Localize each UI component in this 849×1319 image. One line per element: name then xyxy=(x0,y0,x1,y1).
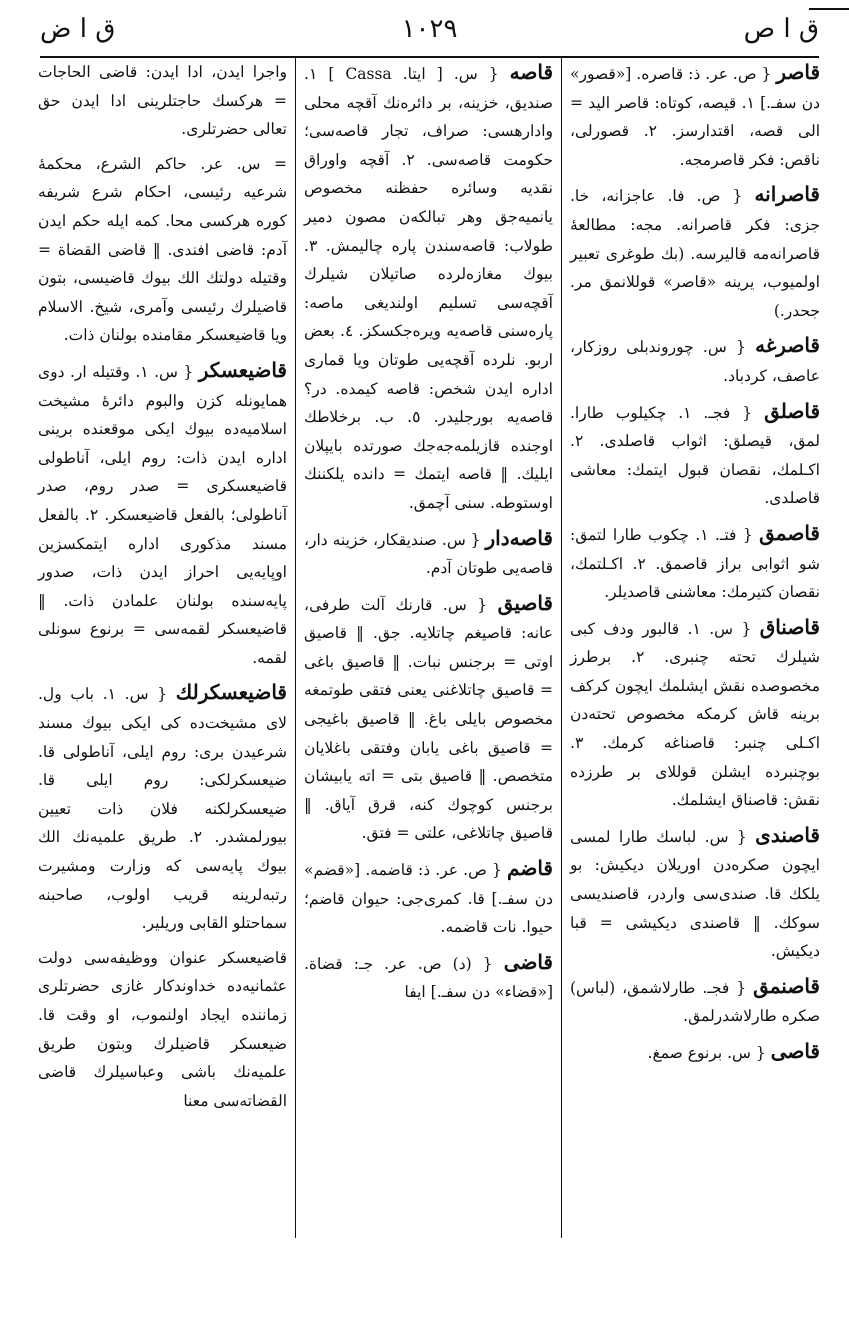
dictionary-entry xyxy=(38,150,287,350)
dictionary-entry xyxy=(570,58,820,174)
entry-definition: { فتـ. ١. چكوب طارا لتمق: شو اثوابى براز قاصمق. ٢. اكـلتمك، نقصان كتيرمك: معاشنى قاصديلر. xyxy=(570,525,820,602)
dictionary-entry xyxy=(304,58,553,518)
entry-definition: { س. صنديقكار، خزينه دار، قاصه‌يى طوتان آدم. xyxy=(304,530,553,578)
dictionary-entry xyxy=(304,948,553,1007)
dictionary-entry xyxy=(38,356,287,673)
left-running-head: ق ا ض xyxy=(40,14,116,44)
entry-definition: { س. [ ايتا. Cassa ] ١. صنديق، خزينه، بر دائره‌نك آقچه محلى وادارهسى: صراف، تجار قاصه‌سى؛ حكومت قاصه‌سى. ٢. آقچه واوراق نقديه وسائره حفظنه مخصوص يانميه‌جق وهر تبالكه‌ن مصون دمير طولاب: قاصه‌سندن پاره چاليمش. ٣. بيوك مغازه‌لرده صاتيلان شيلرك آقچه‌سى تسليم اولنديغى ماصه: پاره‌سنى قاصه‌يه ويره‌جكسكز. ٤. بعض اربو. نلرده آقچه‌يى طوتان ويا قمارى اداره ايدن شخص: قاصه كيمده. در؟ قاصه‌يه بورجليدر. ٥. ب. برخلاطك اوجنده قازيلمه‌جه‌جك صورتده بايپلان ايليك. ‖ قاصه ايتمك = دانده يلكننك اوستوطه. سنى آچمق. xyxy=(304,65,553,512)
entry-definition: { ص. عر. ذ: قاضمه. [«قضم» دن سفـ.] قا. كمرى‌جى: حيوان قاضم؛ حيوا. نات قاضمه. xyxy=(304,861,553,937)
entry-headword: قاصرانه xyxy=(754,182,820,207)
dictionary-entry xyxy=(570,397,820,513)
entry-headword: قاصيق xyxy=(497,590,553,615)
dictionary-entry xyxy=(570,331,820,390)
entry-headword: قاضى xyxy=(503,949,553,974)
entry-headword: قاضم xyxy=(507,856,553,881)
entry-headword: قاصناق xyxy=(759,614,820,639)
entry-headword: قاضيعسكرلك xyxy=(175,680,287,705)
dictionary-entry xyxy=(570,519,820,607)
entry-definition: { س. برنوع صمغ. xyxy=(647,1044,766,1062)
dictionary-entry xyxy=(304,524,553,583)
dictionary-entry xyxy=(570,972,820,1031)
entry-definition: { فجـ. طارلاشمق، (لباس) صكره طارلاشدرلمق. xyxy=(570,978,820,1026)
entry-headword: قاصه‌دار xyxy=(485,525,553,550)
entry-headword: قاصندى xyxy=(755,822,820,847)
column-right xyxy=(562,58,828,1238)
entry-definition: { س. چوروندبلى روزكار، عاصف، كردباد. xyxy=(570,338,820,385)
dictionary-entry xyxy=(570,180,820,325)
dictionary-entry xyxy=(570,821,820,966)
entry-definition: { س. ١. باب ول. لاى مشيخت‌ده كى ايكى بيوك مسند شرعيدن برى: روم ايلى، آناطولى قا. ضيعسكرلكى: روم ايلى قا. ضيعسكرلكنه فلان ذات تعيين بيورلمشدر. ٢. طريق علميه‌نك الك بيوك پايه‌سى كه وزارت ومشيرت رتبه‌لرينه قريب اولوب، صاحبنه سماحتلو القابى وريلير. xyxy=(38,685,287,933)
dictionary-entry xyxy=(38,678,287,937)
dictionary-entry xyxy=(38,58,287,144)
text-columns xyxy=(28,58,828,1238)
dictionary-entry xyxy=(304,854,553,942)
entry-definition: { س. ١. وقتيله ار. دوى همايونله كزن والبوم دائرهٔ مشيخت اسلاميه‌ده بيوك ايكى موقعنده برينى اداره ايدن ذات: روم ايلى، آناطولى قاضيعسكرى = صدر روم، صدر آناطولى؛ بالفعل قاضيعسكر. ٢. بالفعل مسند مذكورى اداره ايتمكسزين اوپايه‌يى احراز ايدن ذات، صدور پايه‌سنده بولنان علمادن ذات. ‖ قاضيعسكر لقمه‌سى = برنوع سونلى لقمه. xyxy=(38,362,288,667)
dictionary-entry xyxy=(570,1037,820,1068)
entry-headword: قاصمق xyxy=(759,520,820,545)
entry-headword: قاصه xyxy=(509,60,554,84)
entry-definition: { ص. عر. ذ: قاصره. [«قصور» دن سفـ.] ١. قيصه، كوتاه: قاصر اليد = الى قصه، اقتدارسز. ٢. قصورلى، ناقص: فكر قاصرمجه. xyxy=(570,65,821,169)
entry-headword: قاضيعسكر xyxy=(198,357,287,382)
column-left xyxy=(30,58,296,1238)
entry-headword: قاصلق xyxy=(764,398,820,423)
right-running-head: ق ا ص xyxy=(743,14,819,44)
entry-definition: = س. عر. حاكم الشرع، محكمهٔ شرعيه رئيسى، احكام شرع شريفه كوره هركسى محا. كمه ايله حكم ايدن آدم: قاضى افندى. ‖ قاضى القضاة = وقتيله دولتك الك بيوك قاضيسى، بتون قاضيلرك رئيسى وآمرى، شيخ. الاسلام ويا قاضيعسكر مقامنده بولنان ذات. xyxy=(38,154,287,345)
entry-definition: { فجـ. ١. چكيلوب طارا. لمق، قيصلق: اثواب قاصلدى. ٢. اكـلمك، نقصان قبول ايتمك: معاشى قاصلدى. xyxy=(570,403,820,508)
page-header xyxy=(40,12,819,46)
page-number: ١٠٢٩ xyxy=(401,14,458,44)
column-middle xyxy=(296,58,562,1238)
dictionary-entry xyxy=(570,613,820,815)
entry-headword: قاصنمق xyxy=(753,973,820,998)
entry-definition: { س. لباسك طارا لمسى ايچون صكره‌دن اوريلان ديكيش: بو يلكك قا. صندى‌سى واردر، قاصنديسى سوكك. ‖ قاصندى ديكيشى = قبا ديكيش. xyxy=(570,827,820,961)
corner-rule xyxy=(809,8,849,10)
entry-definition: واجرا ايدن، ادا ايدن: قاضى الحاجات = هركسك حاجتلرينى ادا ايدن حق تعالى حضرتلرى. xyxy=(38,63,287,139)
entry-definition: { س. ١. قالبور ودف كبى شيلرك تحته چنبرى. ٢. برطرز مخصوصده نقش ايشلمك ايچون كركف برينه قاش كرمكه مخصوص تحته‌دن اكـلى چنبر: قاصناغه كرمك. ٣. بوچنبرده ايشلن قوللاى بر طرزده نقش: قاصناق ايشلمك. xyxy=(570,619,820,810)
entry-definition: { س. قارنك آلت طرفى، عانه: قاصيغم چاتلايه. جق. ‖ قاصيق اوتى = برجنس نبات. ‖ قاصيق باغى = قاصيق چاتلاغنى يعنى فتقى طوتمغه مخصوص بايلى باغ. ‖ قاصيق باغيجى = قاصيق باغى يابان وفتقى باغلايان متخصص. ‖ قاصيق بتى = اته يابيشان برجنس كوچوك كنه، قرق آياق. ‖ قاصيق چاتلاغى، علتى = فتق. xyxy=(304,595,553,843)
entry-definition: { ص. فا. عاجزانه، خا. جزى: فكر قاصرانه. مجه: مطالعهٔ قاصرانه‌مه قاليرسه. (بك طوغرى تعبير اولميوب، يرينه «قاصر» قوللانمق مر. جحدر.) xyxy=(570,187,820,320)
entry-headword: قاصى xyxy=(770,1039,820,1063)
entry-definition: { (د) ص. عر. جـ: قضاة. [«قضاء» دن سفـ.] ايفا xyxy=(304,954,553,1002)
entry-headword: قاصر xyxy=(776,60,820,84)
entry-definition: قاضيعسكر عنوان ووظيفه‌سى دولت عثمانيه‌ده خداوندكار غازى حضرتلرى زماننده ايجاد اولنموب، او وقت قا. ضيعسكر قاضيلرك وبتون طريق علميه‌نك باشى وعباسيلرك قاضى القضاته‌سى معنا xyxy=(38,948,287,1110)
dictionary-entry xyxy=(304,589,553,848)
entry-headword: قاصرغه xyxy=(755,333,820,358)
dictionary-entry xyxy=(38,944,287,1116)
